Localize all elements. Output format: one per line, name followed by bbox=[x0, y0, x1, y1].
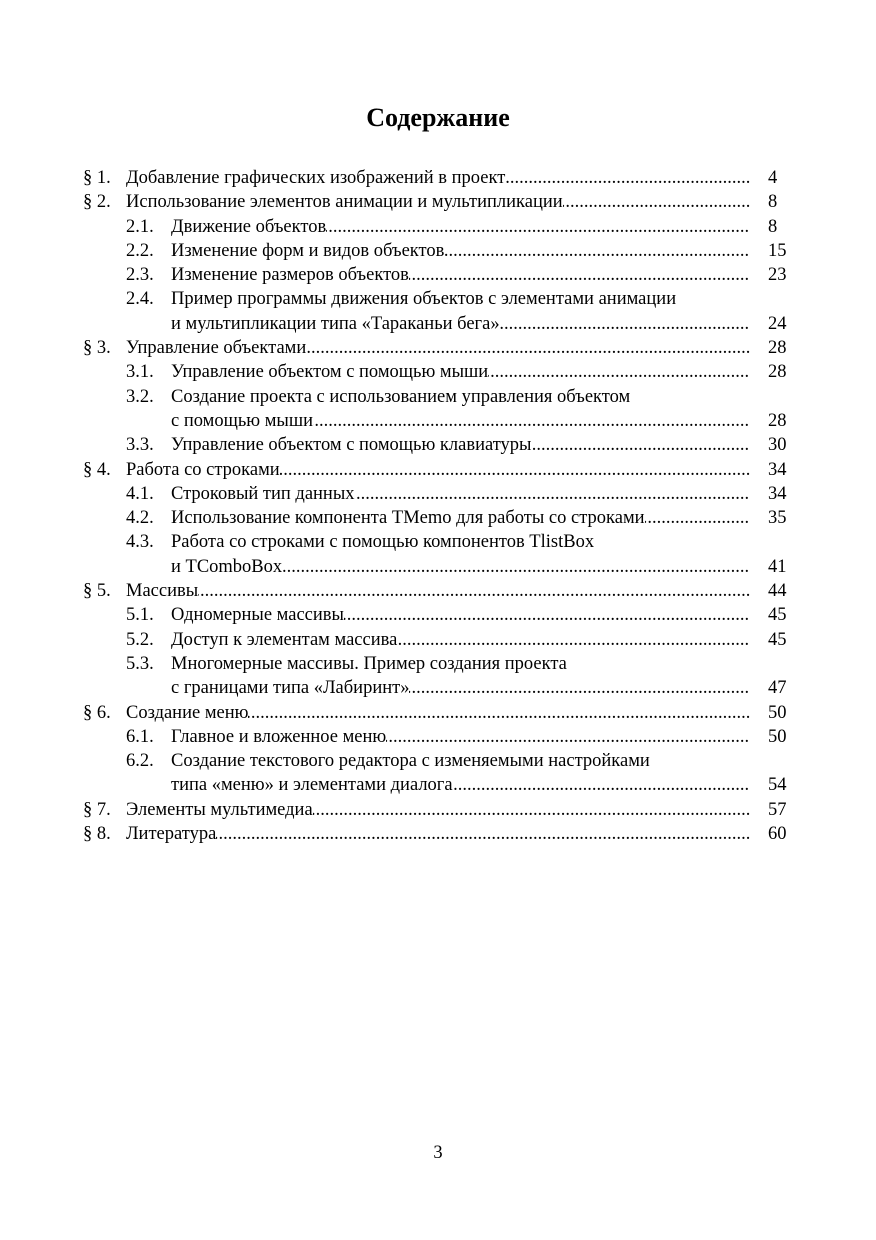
toc-entry-title: с помощью мыши bbox=[171, 410, 314, 431]
toc-entry-page: 23 bbox=[768, 265, 787, 286]
toc-entry-page: 28 bbox=[768, 362, 787, 383]
toc-entry bbox=[0, 798, 876, 822]
toc-entry-number: § 1. bbox=[83, 168, 111, 188]
toc-entry-title: типа «меню» и элементами диалога bbox=[171, 775, 453, 796]
toc-entry-continuation bbox=[0, 773, 876, 797]
toc-entry bbox=[0, 725, 876, 749]
toc-entry-title: Работа со строками bbox=[126, 459, 280, 480]
toc-entry-title: Изменение форм и видов объектов bbox=[171, 240, 445, 261]
toc-entry-page: 8 bbox=[768, 192, 778, 213]
toc-entry-title: Литература bbox=[126, 824, 217, 845]
toc-entry-title: Создание меню bbox=[126, 702, 249, 723]
page-number: 3 bbox=[433, 1143, 443, 1163]
toc-entry-continuation bbox=[0, 555, 876, 579]
toc-entry-title: Доступ к элементам массива bbox=[171, 629, 398, 650]
toc-entry-number: 3.2. bbox=[126, 386, 154, 407]
toc-entry-number: 5.2. bbox=[126, 629, 154, 650]
toc-entry-number: 4.2. bbox=[126, 508, 154, 529]
toc-entry-page: 8 bbox=[768, 216, 778, 237]
toc-entry-number: § 8. bbox=[83, 824, 111, 845]
toc-entry-title: Управление объектом с помощью мыши bbox=[171, 362, 489, 383]
toc-entry-page: 35 bbox=[768, 508, 787, 529]
toc-entry-page: 60 bbox=[768, 824, 787, 845]
toc-entry bbox=[0, 458, 876, 482]
toc-entry-title: Добавление графических изображений в проект bbox=[126, 168, 506, 188]
toc-entry bbox=[0, 215, 876, 239]
toc-entry bbox=[0, 360, 876, 384]
toc-entry-title: Создание текстового редактора с изменяемыми настройками bbox=[171, 751, 650, 772]
toc-entry bbox=[0, 287, 876, 311]
toc-entry-number: § 6. bbox=[83, 702, 111, 723]
toc-entry-continuation bbox=[0, 676, 876, 700]
toc-entry-title: Использование компонента TMemo для работы со строками bbox=[171, 508, 645, 529]
toc-entry-number: 2.4. bbox=[126, 289, 154, 310]
toc-entry-number: 3.1. bbox=[126, 362, 154, 383]
toc-entry-page: 41 bbox=[768, 556, 787, 577]
toc-entry bbox=[0, 482, 876, 506]
toc-entry-title: Элементы мультимедиа bbox=[126, 799, 313, 820]
toc-entry bbox=[0, 263, 876, 287]
page-title: Содержание bbox=[366, 103, 510, 133]
toc-entry bbox=[0, 166, 876, 190]
toc-entry-number: § 4. bbox=[83, 459, 111, 480]
toc-entry-title: Многомерные массивы. Пример создания проекта bbox=[171, 653, 567, 674]
toc-entry-number: 3.3. bbox=[126, 435, 154, 456]
toc-entry-page: 30 bbox=[768, 435, 787, 456]
toc-entry bbox=[0, 749, 876, 773]
toc-entry-title: с границами типа «Лабиринт» bbox=[171, 678, 410, 699]
toc-entry-page: 28 bbox=[768, 410, 787, 431]
toc-entry-page: 50 bbox=[768, 702, 787, 723]
toc-entry-title: Пример программы движения объектов с элементами анимации bbox=[171, 289, 677, 310]
toc-entry-page: 34 bbox=[768, 459, 787, 480]
toc-entry-page: 57 bbox=[768, 799, 787, 820]
toc-entry-page: 44 bbox=[768, 581, 787, 602]
toc-entry-number: § 3. bbox=[83, 338, 111, 359]
toc-entry-title: Управление объектами bbox=[126, 338, 307, 359]
toc-entry-page: 50 bbox=[768, 726, 787, 747]
toc-entry-title: и мультипликации типа «Тараканьи бега» bbox=[171, 313, 500, 334]
toc-entry-title: Работа со строками с помощью компонентов TlistBox bbox=[171, 532, 595, 553]
toc-entry-title: Движение объектов bbox=[171, 216, 327, 237]
toc-entry-page: 54 bbox=[768, 775, 787, 796]
toc-entry-title: Одномерные массивы bbox=[171, 605, 344, 626]
toc-entry-number: 5.1. bbox=[126, 605, 154, 626]
toc-entry-number: 2.2. bbox=[126, 240, 154, 261]
toc-entry-number: 4.3. bbox=[126, 532, 154, 553]
toc-entry-number: § 2. bbox=[83, 192, 111, 213]
toc-entry-page: 15 bbox=[768, 240, 787, 261]
toc-entry bbox=[0, 603, 876, 627]
toc-entry-number: 5.3. bbox=[126, 653, 154, 674]
toc-entry bbox=[0, 652, 876, 676]
toc-entry-number: § 5. bbox=[83, 581, 111, 602]
toc-entry-title: Массивы bbox=[126, 581, 199, 602]
toc-entry-page: 45 bbox=[768, 605, 787, 626]
toc-entry bbox=[0, 239, 876, 263]
toc-entry-page: 24 bbox=[768, 313, 787, 334]
toc-entry-page: 4 bbox=[768, 168, 778, 188]
toc-entry bbox=[0, 385, 876, 409]
toc-entry-continuation bbox=[0, 312, 876, 336]
table-of-contents bbox=[0, 166, 876, 846]
toc-entry-title: Использование элементов анимации и мультипликации bbox=[126, 192, 563, 213]
toc-entry-number: 6.2. bbox=[126, 751, 154, 772]
toc-entry-title: Строковый тип данных bbox=[171, 483, 355, 504]
toc-entry bbox=[0, 190, 876, 214]
toc-entry-page: 45 bbox=[768, 629, 787, 650]
toc-entry bbox=[0, 506, 876, 530]
toc-entry-title: и TComboBox bbox=[171, 556, 283, 577]
toc-entry-title: Создание проекта с использованием управления объектом bbox=[171, 386, 631, 407]
toc-entry-title: Главное и вложенное меню bbox=[171, 726, 387, 747]
toc-entry bbox=[0, 822, 876, 846]
toc-entry-continuation bbox=[0, 409, 876, 433]
toc-entry-title: Управление объектом с помощью клавиатуры bbox=[171, 435, 532, 456]
toc-entry bbox=[0, 579, 876, 603]
toc-entry bbox=[0, 530, 876, 554]
toc-entry-number: 6.1. bbox=[126, 726, 154, 747]
toc-entry bbox=[0, 336, 876, 360]
toc-entry-number: 2.3. bbox=[126, 265, 154, 286]
toc-entry-title: Изменение размеров объектов bbox=[171, 265, 409, 286]
toc-entry-page: 28 bbox=[768, 338, 787, 359]
toc-entry-number: 2.1. bbox=[126, 216, 154, 237]
toc-entry-number: § 7. bbox=[83, 799, 111, 820]
toc-entry bbox=[0, 701, 876, 725]
toc-entry bbox=[0, 628, 876, 652]
toc-entry-number: 4.1. bbox=[126, 483, 154, 504]
toc-entry-page: 47 bbox=[768, 678, 787, 699]
toc-entry bbox=[0, 433, 876, 457]
toc-entry-page: 34 bbox=[768, 483, 787, 504]
